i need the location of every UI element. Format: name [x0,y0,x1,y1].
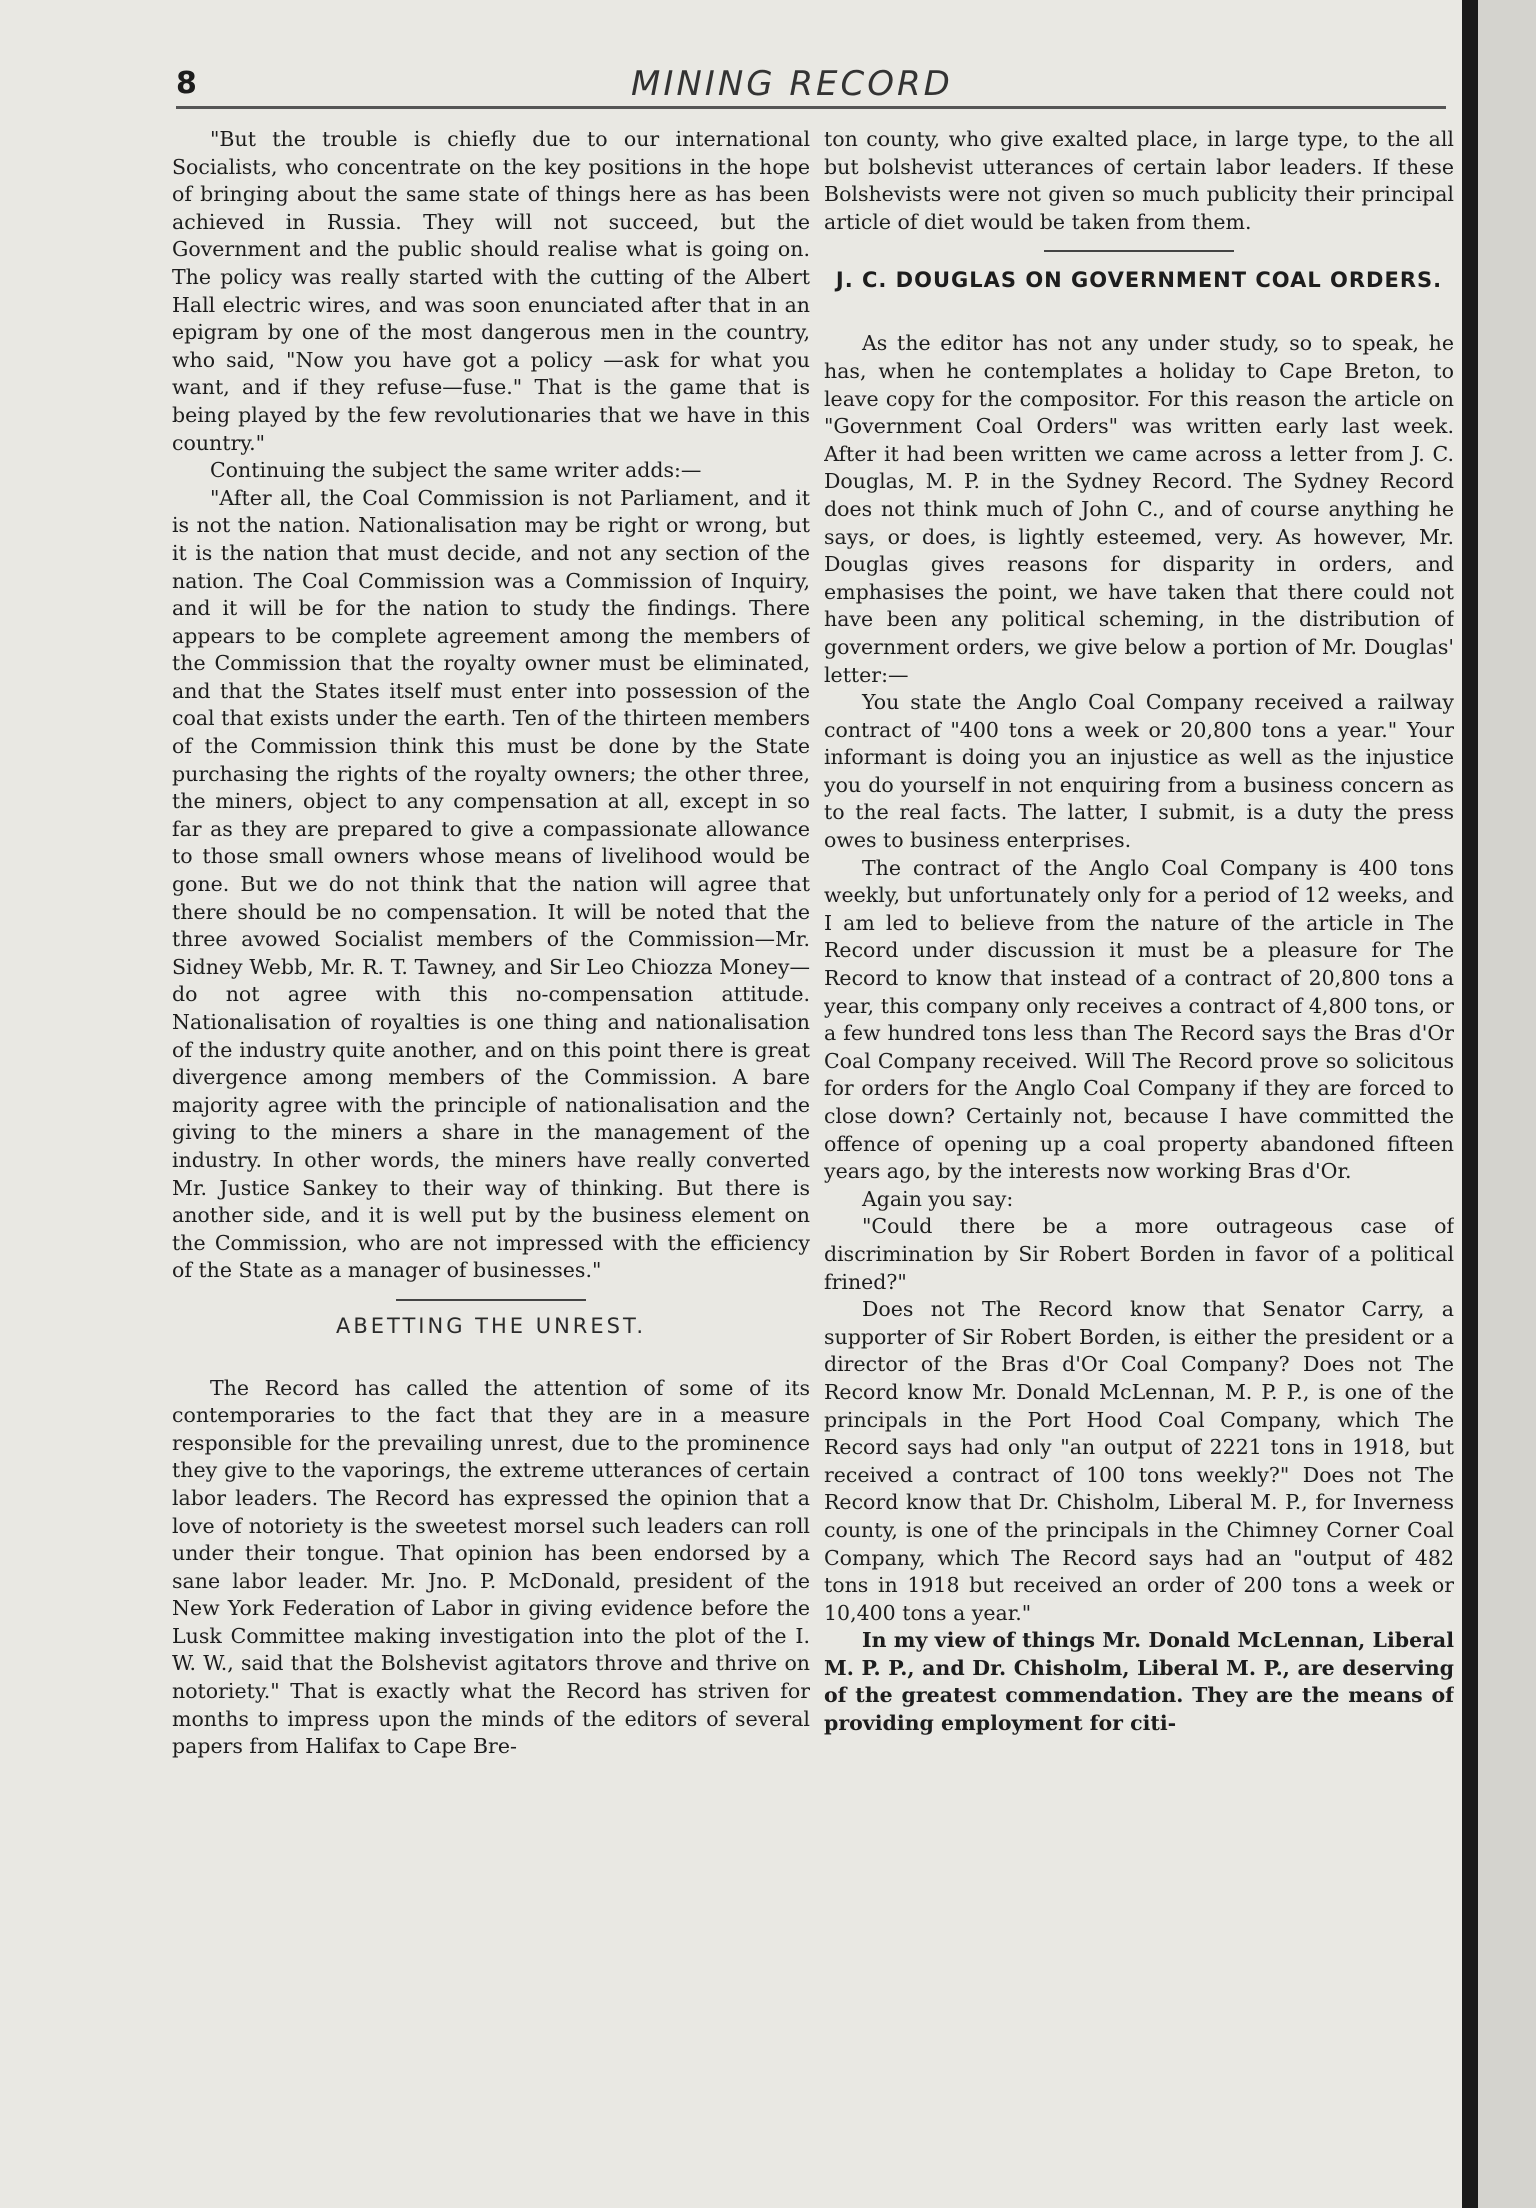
section-heading-abetting: ABETTING THE UNREST. [335,1313,647,1338]
paragraph: ton county, who give exalted place, in large type, to the all but bolshevist utterances of certain labor leaders. If these Bolshevists were not given so much publicity their principal article of diet would be taken from them. [824,127,1454,234]
paragraph: The contract of the Anglo Coal Company is 400 tons weekly, but unfortunately only for a period of 12 weeks, and I am led to believe from the nature of the article in The Record under discussion it must be a pleasure for The Record to know that instead of a contract of 20,800 tons a year, this company only receives a contract of 4,800 tons, or a few hundred tons less than The Record says the Bras d'Or Coal Company received. Will The Record prove so solicitous for orders for the Anglo Coal Company if they are forced to close down? Certainly not, because I have committed the offence of opening up a coal property abandoned fifteen years ago, by the interests now working Bras d'Or. [824,855,1454,1184]
paragraph: "After all, the Coal Commission is not Parliament, and it is not the nation. Nationalisation may be right or wrong, but it is the nation that must decide, and not any section of the nation. The Coal Commission was a Commission of Inquiry, and it will be for the nation to study the findings. There appears to be complete agreement among the members of the Commission that the royalty owner must be eliminated, and that the States itself must enter into possession of the coal that exists under the earth. Ten of the thirteen members of the Commission think this must be done by the State purchasing the rights of the royalty owners; the other three, the miners, object to any compensation at all, except in so far as they are prepared to give a compassionate allowance to those small owners whose means of livelihood would be gone. But we do not think that the nation will agree that there should be no compensation. It will be noted that the three avowed Socialist members of the Commission—Mr. Sidney Webb, Mr. R. T. Tawney, and Sir Leo Chiozza Money—do not agree with this no-compensation attitude. Nationalisation of royalties is one thing and nationalisation of the industry quite another, and on this point there is great divergence among members of the Commission. A bare majority agree with the principle of nationalisation and the giving to the miners a share in the management of the industry. In other words, the miners have really converted Mr. Justice Sankey to their way of thinking. But there is another side, and it is well put by the business element on the Commission, who are not impressed with the efficiency of the State as a manager of businesses." [172,485,810,1283]
left-column [172,126,810,2066]
paragraph: Does not The Record know that Senator Carry, a supporter of Sir Robert Borden, is either the president or a director of the Bras d'Or Coal Company? Does not The Record know Mr. Donald McLennan, M. P. P., is one of the principals in the Port Hood Coal Company, which The Record says had only "an output of 2221 tons in 1918, but received a contract of 100 tons weekly?" Does not The Record know that Dr. Chisholm, Liberal M. P., for Inverness county, is one of the principals in the Chimney Corner Coal Company, which The Record says had an "output of 482 tons in 1918 but received an order of 200 tons a week or 10,400 tons a year." [824,1297,1454,1625]
paragraph: Again you say: [862,1186,1014,1211]
paragraph: In my view of things Mr. Donald McLennan, Liberal M. P. P., and Dr. Chisholm, Liberal M. P., are deserving of the greatest commendation. They are the means of providing employment for citi- [824,1628,1454,1736]
page-number: 8 [176,66,197,101]
adjacent-page-edge [1478,0,1536,2208]
paragraph: Continuing the subject the same writer adds:— [210,458,702,483]
section-divider [396,1299,586,1301]
page-header [176,62,1446,110]
right-column [824,126,1454,2066]
header-rule [176,106,1446,109]
paragraph: As the editor has not any under study, so to speak, he has, when he contemplates a holiday to Cape Breton, to leave copy for the compositor. For this reason the article on "Government Coal Orders" was written early last week. After it had been written we came across a letter from J. C. Douglas, M. P. in the Sydney Record. The Sydney Record does not think much of John C., and of course anything he says, or does, is lightly esteemed, very. As however, Mr. Douglas gives reasons for disparity in orders, and emphasises the point, we have taken that there could not have been any political scheming, in the distribution of government orders, we give below a portion of Mr. Douglas' letter:— [824,331,1454,687]
section-heading-douglas: J. C. DOUGLAS ON GOVERNMENT COAL ORDERS. [835,268,1443,293]
masthead-title: MINING RECORD [631,64,953,104]
section-divider [1044,250,1234,252]
paragraph: The Record has called the attention of some of its contemporaries to the fact that they are in a measure responsible for the prevailing unrest, due to the prominence they give to the vaporings, the extreme utterances of certain labor leaders. The Record has expressed the opinion that a love of notoriety is the sweetest morsel such leaders can roll under their tongue. That opinion has been endorsed by a sane labor leader. Mr. Jno. P. McDonald, president of the New York Federation of Labor in giving evidence before the Lusk Committee making investigation into the plot of the I. W. W., said that the Bolshevist agitators throve and thrive on notoriety." That is exactly what the Record has striven for months to impress upon the minds of the editors of several papers from Halifax to Cape Bre- [172,1375,810,1759]
paragraph: "Could there be a more outrageous case of discrimination by Sir Robert Borden in favor of a political frined?" [824,1214,1454,1294]
paragraph: You state the Anglo Coal Company received a railway contract of "400 tons a week or 20,800 tons a year." Your informant is doing you an injustice as well as the injustice you do yourself in not enquiring from a business concern as to the real facts. The latter, I submit, is a duty the press owes to business enterprises. [824,690,1454,853]
paragraph: "But the trouble is chiefly due to our international Socialists, who concentrate on the key positions in the hope of bringing about the same state of things here as has been achieved in Russia. They will not succeed, but the Government and the public should realise what is going on. The policy was really started with the cutting of the Albert Hall electric wires, and was soon enunciated after that in an epigram by one of the most dangerous men in the country, who said, "Now you have got a policy —ask for what you want, and if they refuse—fuse." That is the game that is being played by the few revolutionaries that we have in this country." [172,127,810,455]
binding-gutter [1462,0,1478,2208]
